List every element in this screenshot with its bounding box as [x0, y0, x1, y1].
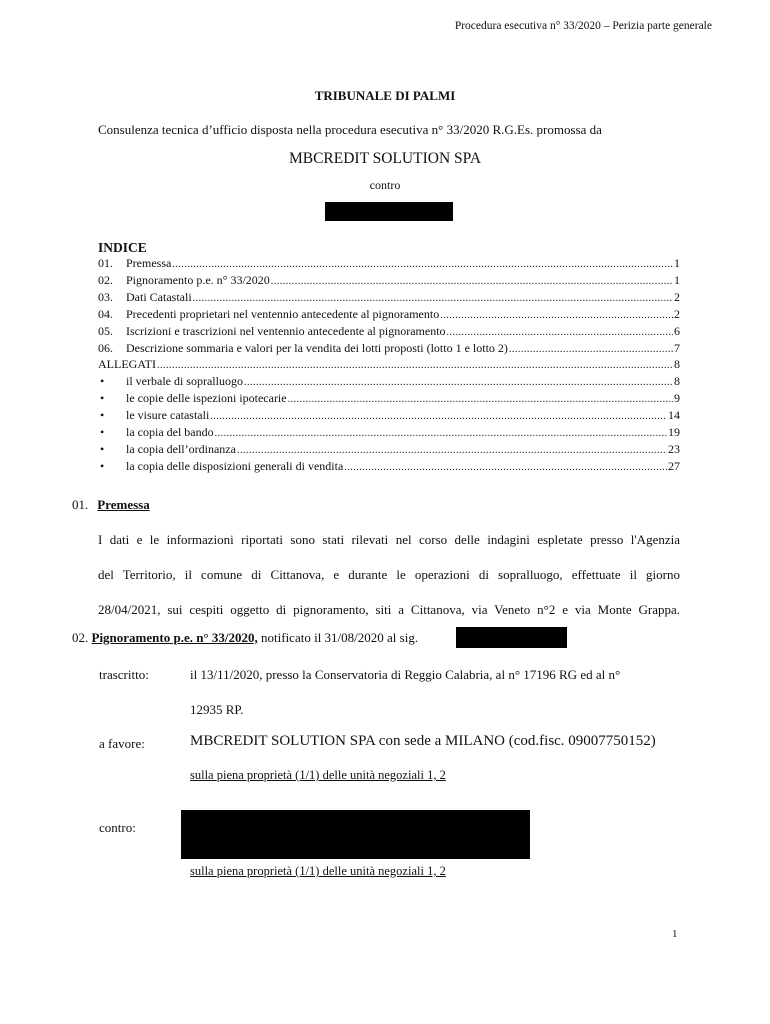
toc-attachment-page: 27 [668, 458, 680, 473]
table-of-contents [98, 240, 680, 476]
paragraph-line: I dati e le informazioni riportati sono stati rilevati nel corso delle indagini espletate presso l'Agenzia [98, 532, 680, 547]
toc-leader [157, 359, 673, 374]
toc-attachment-text: le copie delle ispezioni ipotecarie [126, 391, 287, 406]
contro-label: contro [369, 178, 401, 192]
consulenza-line: Consulenza tecnica d’ufficio disposta nella procedura esecutiva n° 33/2020 R.G.Es. promossa da [98, 122, 602, 137]
running-header: Procedura esecutiva n° 33/2020 – Perizia parte generale [454, 20, 712, 32]
toc-leader [288, 393, 673, 408]
toc-attachment-text: la copia delle disposizioni generali di vendita [126, 458, 344, 473]
redaction-debtor-details [181, 810, 530, 859]
toc-attachment-page: 23 [668, 441, 680, 456]
paragraph-line: del Territorio, il comune di Cittanova, e durante le operazioni di sopralluogo, effettuate il giorno [98, 567, 680, 582]
toc-leader [440, 309, 673, 324]
premessa-paragraph [98, 522, 680, 627]
toc-entry-page: 7 [674, 340, 680, 355]
toc-entry[interactable] [98, 290, 680, 307]
toc-attachment[interactable] [98, 459, 680, 476]
toc-leader [210, 410, 667, 425]
toc-title: INDICE [98, 240, 147, 255]
toc-attachment-page: 19 [668, 425, 680, 440]
toc-allegati-page: 8 [674, 357, 680, 372]
section-02-heading [72, 630, 418, 646]
toc-attachment[interactable] [98, 425, 680, 442]
toc-entry[interactable] [98, 273, 680, 290]
redaction-debtor-name [325, 202, 453, 221]
toc-entry-text: Descrizione sommaria e valori per la vendita dei lotti proposti (lotto 1 e lotto 2) [126, 340, 508, 355]
toc-allegati-text: ALLEGATI [98, 357, 156, 372]
toc-attachment-text: la copia del bando [126, 425, 214, 440]
toc-attachment-text: la copia dell’ordinanza [126, 441, 236, 456]
trascritto-value-cont: 12935 RP. [190, 702, 244, 717]
contro-label-02: contro: [99, 820, 136, 835]
toc-entry[interactable] [98, 341, 680, 358]
bullet-icon: • [100, 391, 105, 406]
toc-attachment-page: 14 [668, 408, 680, 423]
bullet-icon: • [100, 441, 105, 456]
page-number: 1 [672, 928, 678, 940]
toc-entry-number: 02. [98, 272, 113, 287]
toc-leader [447, 326, 673, 341]
toc-attachment-page: 8 [674, 374, 680, 389]
toc-entry-text: Dati Catastali [126, 289, 192, 304]
toc-entry[interactable] [98, 324, 680, 341]
toc-leader [215, 427, 667, 442]
paragraph-line: 28/04/2021, sui cespiti oggetto di pignoramento, siti a Cittanova, via Veneto n°2 e via Monte Grappa. [98, 602, 680, 617]
toc-entry-number: 05. [98, 323, 113, 338]
court-title: TRIBUNALE DI PALMI [314, 88, 456, 103]
toc-leader [193, 292, 673, 307]
bullet-icon: • [100, 425, 105, 440]
toc-entry-page: 1 [674, 256, 680, 270]
toc-attachment[interactable] [98, 442, 680, 459]
toc-entry-text: Iscrizioni e trascrizioni nel ventennio antecedente al pignoramento [126, 323, 446, 338]
section-number: 02. [72, 630, 89, 645]
bullet-icon: • [100, 374, 105, 389]
toc-entry-number: 03. [98, 289, 113, 304]
toc-leader [172, 258, 673, 273]
bullet-icon: • [100, 458, 105, 473]
toc-leader [237, 444, 667, 459]
trascritto-value: il 13/11/2020, presso la Conservatoria di Reggio Calabria, al n° 17196 RG ed al n° [190, 667, 621, 682]
toc-entry-page: 2 [674, 306, 680, 321]
favore-label: a favore: [99, 736, 145, 751]
toc-entry[interactable] [98, 256, 680, 273]
toc-leader [344, 461, 667, 476]
section-01-heading [72, 497, 150, 513]
redaction-debtor-name [456, 627, 567, 648]
favore-value: MBCREDIT SOLUTION SPA con sede a MILANO (cod.fisc. 09007750152) [190, 733, 656, 749]
toc-attachment-text: le visure catastali [126, 408, 210, 423]
toc-entry[interactable] [98, 307, 680, 324]
section-title: Pignoramento p.e. n° 33/2020, [91, 630, 258, 645]
toc-attachment[interactable] [98, 391, 680, 408]
toc-attachment-page: 9 [674, 391, 680, 406]
trascritto-label: trascritto: [99, 667, 149, 682]
toc-leader [509, 343, 673, 358]
toc-entry-text: Pignoramento p.e. n° 33/2020 [126, 272, 270, 287]
toc-entry-page: 6 [674, 323, 680, 338]
toc-leader [244, 376, 673, 391]
notified-text: notificato il 31/08/2020 al sig. [261, 630, 419, 645]
bullet-icon: • [100, 408, 105, 423]
toc-leader [271, 275, 673, 290]
toc-entry-text: Precedenti proprietari nel ventennio antecedente al pignoramento [126, 306, 440, 321]
toc-attachment[interactable] [98, 408, 680, 425]
toc-entry-page: 2 [674, 289, 680, 304]
toc-attachment-text: il verbale di sopralluogo [126, 374, 243, 389]
section-number: 01. [72, 497, 89, 512]
toc-entry-text: Premessa [126, 256, 172, 270]
creditor-name: MBCREDIT SOLUTION SPA [288, 150, 482, 167]
toc-entry-number: 06. [98, 340, 113, 355]
toc-entry-number: 01. [98, 256, 113, 270]
toc-entry-number: 04. [98, 306, 113, 321]
toc-attachment[interactable] [98, 374, 680, 391]
contro-property-note: sulla piena proprietà (1/1) delle unità negoziali 1, 2 [190, 864, 446, 878]
toc-allegati[interactable] [98, 357, 680, 374]
section-title: Premessa [97, 497, 150, 512]
toc-entry-page: 1 [674, 272, 680, 287]
favore-property-note: sulla piena proprietà (1/1) delle unità negoziali 1, 2 [190, 768, 446, 782]
